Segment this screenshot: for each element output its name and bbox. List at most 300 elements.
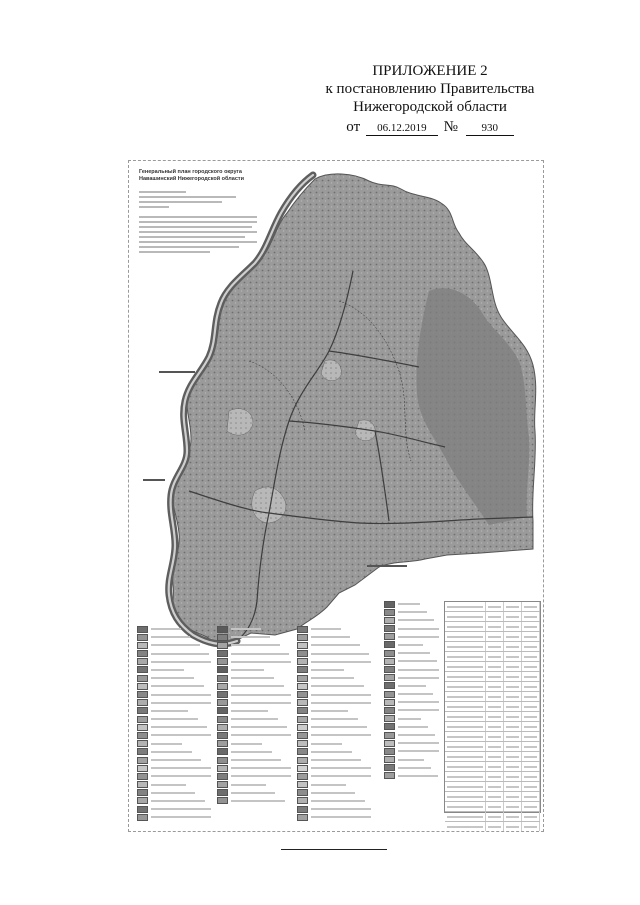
legend-text-line (231, 726, 287, 728)
table-cell (445, 802, 486, 811)
note-line (139, 191, 186, 193)
table-row (445, 612, 540, 622)
legend-text-line (311, 743, 342, 745)
from-prefix: от (346, 119, 361, 135)
legend-row (384, 765, 439, 771)
legend-row (297, 757, 371, 763)
legend-swatch (137, 773, 148, 780)
table-cell (486, 752, 504, 761)
legend-swatch (137, 732, 148, 739)
legend-swatch (137, 666, 148, 673)
legend-row (297, 732, 371, 738)
legend-text-line (151, 628, 181, 630)
legend-swatch (137, 634, 148, 641)
legend-text-line (398, 701, 439, 703)
table-cell (445, 692, 486, 701)
legend-swatch (384, 641, 395, 648)
legend-swatch (297, 683, 308, 690)
legend-swatch (137, 814, 148, 821)
table-row (445, 692, 540, 702)
legend-text-line (231, 734, 291, 736)
legend-swatch (217, 634, 228, 641)
legend-text-line (311, 751, 352, 753)
table-cell (522, 712, 540, 721)
table-cell (504, 682, 522, 691)
legend-swatch (137, 806, 148, 813)
legend-text-line (398, 611, 427, 613)
legend-text-line (231, 800, 285, 802)
legend-row (384, 716, 439, 722)
legend-row (137, 798, 211, 804)
note-line (139, 246, 239, 248)
legend-row (217, 708, 291, 714)
legend-text-line (398, 644, 423, 646)
legend-row (297, 659, 371, 665)
note-line (139, 251, 210, 253)
table-cell (522, 622, 540, 631)
legend-text-line (311, 702, 371, 704)
legend-swatch (384, 674, 395, 681)
footer-rule (281, 849, 387, 850)
legend-text-line (151, 800, 205, 802)
table-cell (445, 622, 486, 631)
legend-text-line (231, 775, 291, 777)
legend-swatch (384, 723, 395, 730)
table-cell (486, 782, 504, 791)
table-cell (522, 702, 540, 711)
legend-row (384, 683, 439, 689)
legend-text-line (398, 693, 433, 695)
legend-swatch (217, 724, 228, 731)
legend-swatch (137, 707, 148, 714)
legend-swatch (217, 666, 228, 673)
legend-row (384, 650, 439, 656)
decree-number: 930 (466, 122, 514, 136)
legend-text-line (231, 718, 278, 720)
legend-row (297, 675, 371, 681)
legend-row (217, 782, 291, 788)
legend-text-line (398, 759, 424, 761)
legend-row (217, 724, 291, 730)
legend-row (297, 806, 371, 812)
table-cell (522, 742, 540, 751)
legend-text-line (311, 653, 369, 655)
legend-text-line (231, 767, 291, 769)
legend-text-line (398, 677, 439, 679)
table-cell (522, 792, 540, 801)
legend-text-line (231, 751, 272, 753)
table-cell (522, 692, 540, 701)
legend-row (297, 626, 371, 632)
legend-swatch (297, 707, 308, 714)
legend-text-line (151, 792, 195, 794)
table-cell (486, 742, 504, 751)
legend-swatch (137, 757, 148, 764)
table-cell (504, 612, 522, 621)
table-cell (445, 632, 486, 641)
legend-swatch (137, 650, 148, 657)
table-cell (486, 772, 504, 781)
legend-text-line (151, 636, 190, 638)
table-cell (445, 702, 486, 711)
table-cell (522, 732, 540, 741)
legend-text-line (231, 759, 281, 761)
legend-swatch (137, 642, 148, 649)
legend-swatch (217, 716, 228, 723)
legend-text-line (151, 677, 194, 679)
table-cell (504, 782, 522, 791)
legend-text-line (311, 800, 365, 802)
legend-swatch (217, 683, 228, 690)
table-cell (445, 782, 486, 791)
legend-swatch (384, 658, 395, 665)
legend-text-line (151, 734, 211, 736)
legend-row (297, 724, 371, 730)
table-cell (445, 812, 486, 821)
legend-text-line (311, 726, 367, 728)
legend-text-line (311, 808, 371, 810)
legend-text-line (311, 710, 348, 712)
table-row (445, 712, 540, 722)
legend-swatch (217, 658, 228, 665)
legend-row (297, 790, 371, 796)
map-notes-block (139, 191, 257, 256)
legend-swatch (297, 748, 308, 755)
legend-column-1 (137, 626, 211, 823)
table-cell (522, 722, 540, 731)
table-cell (504, 662, 522, 671)
note-line (139, 226, 252, 228)
legend-text-line (311, 644, 360, 646)
legend-swatch (384, 715, 395, 722)
appendix-title: ПРИЛОЖЕНИЕ 2 (372, 63, 488, 79)
legend-swatch (297, 691, 308, 698)
table-cell (486, 672, 504, 681)
legend-row (217, 790, 291, 796)
table-cell (504, 742, 522, 751)
legend-swatch (137, 765, 148, 772)
table-cell (504, 732, 522, 741)
table-cell (445, 642, 486, 651)
legend-row (384, 748, 439, 754)
legend-swatch (217, 757, 228, 764)
legend-swatch (297, 626, 308, 633)
table-cell (486, 722, 504, 731)
legend-row (384, 757, 439, 763)
legend-text-line (398, 734, 435, 736)
legend-text-line (151, 661, 211, 663)
legend-row (217, 798, 291, 804)
legend-text-line (231, 636, 270, 638)
map-sheet (128, 160, 544, 832)
legend-row (137, 642, 211, 648)
legend-row (297, 634, 371, 640)
table-cell (486, 732, 504, 741)
legend-swatch (217, 740, 228, 747)
legend-row (384, 667, 439, 673)
parameters-table-area (384, 601, 539, 826)
table-cell (445, 712, 486, 721)
legend-text-line (151, 669, 184, 671)
table-cell (445, 652, 486, 661)
legend-swatch (384, 740, 395, 747)
legend-text-line (311, 628, 341, 630)
table-cell (504, 642, 522, 651)
legend-swatch (297, 666, 308, 673)
table-cell (504, 632, 522, 641)
note-line (139, 221, 257, 223)
table-row (445, 632, 540, 642)
legend-text-line (151, 653, 209, 655)
table-cell (522, 772, 540, 781)
legend-text-line (398, 660, 437, 662)
legend-row (137, 765, 211, 771)
legend-text-line (311, 677, 354, 679)
legend-row (137, 732, 211, 738)
legend-swatch (384, 699, 395, 706)
table-cell (486, 802, 504, 811)
legend-row (137, 700, 211, 706)
legend-text-line (231, 628, 261, 630)
legend-text-line (231, 702, 291, 704)
legend-swatch (137, 781, 148, 788)
legend-swatch (217, 773, 228, 780)
table-cell (504, 762, 522, 771)
table-cell (522, 762, 540, 771)
legend-swatch (217, 781, 228, 788)
legend-swatch (384, 707, 395, 714)
legend-row (137, 749, 211, 755)
table-row (445, 732, 540, 742)
table-cell (486, 792, 504, 801)
legend-row (137, 790, 211, 796)
legend-swatch (384, 772, 395, 779)
legend-swatch (297, 732, 308, 739)
legend-swatch (297, 765, 308, 772)
legend-text-line (231, 677, 274, 679)
legend-row (384, 773, 439, 779)
legend-swatch (384, 617, 395, 624)
legend-swatch (217, 626, 228, 633)
legend-swatch (384, 609, 395, 616)
legend-text-line (311, 792, 355, 794)
legend-row (384, 699, 439, 705)
legend-swatch (137, 683, 148, 690)
legend-text-line (151, 808, 211, 810)
decree-date: 06.12.2019 (366, 122, 438, 136)
table-cell (504, 802, 522, 811)
legend-text-line (231, 743, 262, 745)
table-row (445, 662, 540, 672)
legend-swatch (297, 814, 308, 821)
legend-row (384, 609, 439, 615)
table-cell (486, 692, 504, 701)
legend-row (297, 716, 371, 722)
legend-row (217, 773, 291, 779)
legend-row (137, 692, 211, 698)
legend-row (384, 707, 439, 713)
table-cell (445, 822, 486, 831)
document-header (300, 62, 560, 136)
legend-swatch (297, 806, 308, 813)
table-cell (486, 602, 504, 611)
legend-row (297, 741, 371, 747)
legend-row (137, 757, 211, 763)
table-cell (445, 672, 486, 681)
legend-swatch (384, 764, 395, 771)
table-row (445, 702, 540, 712)
legend-swatch (384, 748, 395, 755)
legend-row (217, 732, 291, 738)
legend-swatch (297, 773, 308, 780)
legend-row (297, 667, 371, 673)
table-cell (445, 752, 486, 761)
legend-text-line (311, 694, 371, 696)
legend-text-line (398, 742, 439, 744)
map-title (139, 169, 289, 183)
legend-row (384, 601, 439, 607)
legend-text-line (231, 669, 264, 671)
legend-row (217, 642, 291, 648)
table-cell (445, 722, 486, 731)
legend-swatch (384, 633, 395, 640)
table-cell (486, 612, 504, 621)
table-cell (504, 692, 522, 701)
table-cell (486, 622, 504, 631)
number-sign: № (443, 119, 458, 135)
legend-swatch (384, 691, 395, 698)
table-cell (522, 672, 540, 681)
table-cell (445, 662, 486, 671)
legend-text-line (151, 726, 207, 728)
legend-row (297, 692, 371, 698)
legend-row (297, 708, 371, 714)
legend-row (137, 716, 211, 722)
legend-row (384, 732, 439, 738)
legend-text-line (311, 759, 361, 761)
legend-row (217, 716, 291, 722)
legend-column-2 (217, 626, 291, 806)
legend-text-line (231, 792, 275, 794)
legend-row (137, 741, 211, 747)
table-cell (445, 602, 486, 611)
legend-text-line (151, 694, 211, 696)
table-cell (445, 682, 486, 691)
legend-swatch (297, 699, 308, 706)
legend-text-line (151, 751, 192, 753)
table-cell (445, 792, 486, 801)
table-cell (522, 632, 540, 641)
legend-row (217, 651, 291, 657)
table-cell (486, 822, 504, 831)
table-cell (445, 742, 486, 751)
legend-row (297, 642, 371, 648)
legend-swatch (384, 732, 395, 739)
legend-swatch (297, 642, 308, 649)
legend-text-line (311, 775, 371, 777)
legend-row (137, 659, 211, 665)
table-cell (504, 812, 522, 821)
legend-text-line (311, 784, 346, 786)
table-cell (504, 702, 522, 711)
legend-swatch (384, 756, 395, 763)
table-cell (486, 642, 504, 651)
table-cell (504, 772, 522, 781)
legend-text-line (231, 784, 266, 786)
legend-text-line (231, 653, 289, 655)
table-row (445, 652, 540, 662)
legend-swatch (217, 691, 228, 698)
table-cell (522, 752, 540, 761)
legend-text-line (231, 685, 284, 687)
legend-text-line (151, 784, 186, 786)
map-title-line1: Генеральный план городского округа (139, 169, 242, 175)
legend-text-line (151, 710, 188, 712)
legend-text-line (398, 652, 430, 654)
legend-swatch (137, 691, 148, 698)
legend-row (384, 658, 439, 664)
map-title-line2: Навашинский Нижегородской области (139, 176, 244, 182)
legend-row (217, 765, 291, 771)
table-cell (486, 632, 504, 641)
table-cell (522, 682, 540, 691)
legend-text-line (398, 636, 439, 638)
legend-text-line (398, 619, 434, 621)
table-row (445, 682, 540, 692)
legend-swatch (297, 724, 308, 731)
table-cell (486, 682, 504, 691)
legend-row (217, 757, 291, 763)
legend-swatch (297, 658, 308, 665)
table-row (445, 642, 540, 652)
legend-row (297, 765, 371, 771)
legend-swatch (217, 797, 228, 804)
table-cell (486, 662, 504, 671)
legend-swatch (297, 797, 308, 804)
table-cell (522, 642, 540, 651)
table-cell (522, 662, 540, 671)
legend-row (217, 667, 291, 673)
table-cell (504, 602, 522, 611)
legend-swatch (297, 740, 308, 747)
legend-row (297, 700, 371, 706)
table-cell (486, 712, 504, 721)
legend-swatch (137, 789, 148, 796)
table-cell (522, 602, 540, 611)
legend-swatch (217, 699, 228, 706)
table-cell (486, 652, 504, 661)
table-row (445, 602, 540, 612)
legend-row (384, 675, 439, 681)
legend-row (137, 806, 211, 812)
table-cell (504, 792, 522, 801)
legend-swatch (217, 789, 228, 796)
note-line (139, 206, 169, 208)
legend-text-line (151, 775, 211, 777)
legend-row (384, 617, 439, 623)
legend-row (297, 683, 371, 689)
parameters-table (444, 601, 541, 813)
legend-row (137, 667, 211, 673)
table-row (445, 672, 540, 682)
legend-row (217, 683, 291, 689)
legend-text-line (151, 743, 182, 745)
legend-row (137, 651, 211, 657)
legend-text-line (151, 644, 200, 646)
legend-row (384, 691, 439, 697)
legend-text-line (151, 767, 211, 769)
legend-swatch (137, 658, 148, 665)
